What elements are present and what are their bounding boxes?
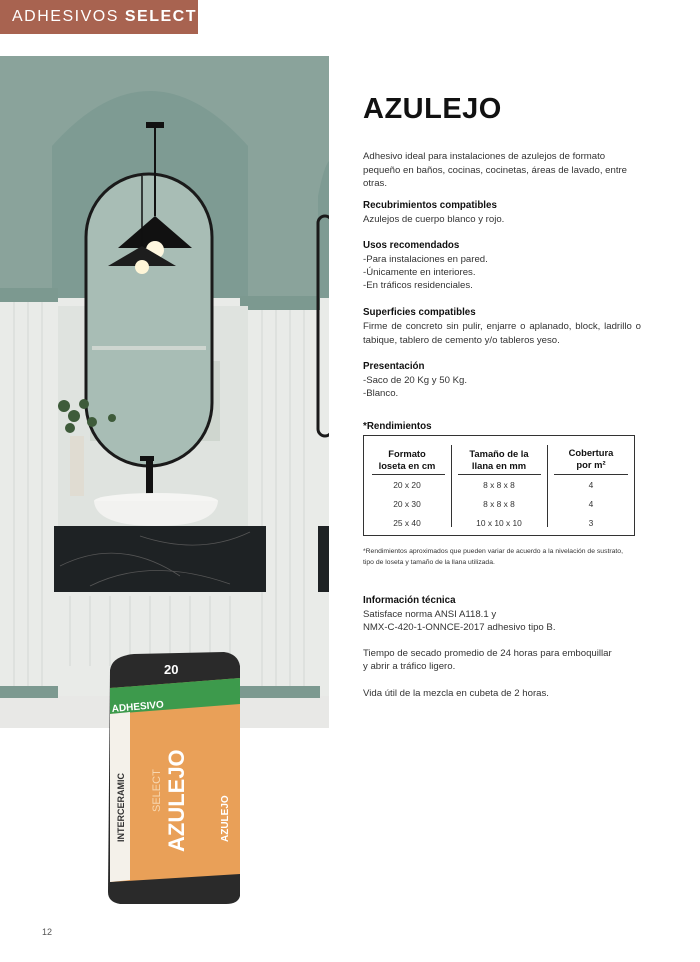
secado-line: Tiempo de secado promedio de 24 horas para emboquillar [363,648,612,659]
table-header-llana: Tamaño de la llana en mm [469,448,529,471]
bag-brand: INTERCERAMIC [116,773,126,842]
bag-name: AZULEJO [164,749,189,852]
superficies-text: Firme de concreto sin pulir, enjarre o aplanado, block, ladrillo o tabique, tablero de cemento y/o tableros yeso. [363,321,641,346]
table-cell: 10 x 10 x 10 [476,518,522,528]
usos-line: -Para instalaciones en pared. [363,254,488,265]
table-cell: 4 [588,480,594,490]
table-cell: 3 [588,518,594,528]
header-bold-text: SELECT [124,8,197,25]
bag-weight: 20 [164,662,179,677]
table-header-rule [458,474,541,475]
rendimientos-note: *Rendimientos aproximados que pueden variar de acuerdo a la nivelación de sustrato, tipo de loseta y tamaño de la llana utilizada. [363,548,623,566]
rendimientos-heading: *Rendimientos [363,421,432,432]
product-bag-image [104,652,242,906]
table-header-formato: Formato loseta en cm [378,448,436,471]
norma-line: NMX-C-420-1-ONNCE-2017 adhesivo tipo B. [363,622,556,633]
table-cell: 8 x 8 x 8 [483,480,515,490]
bathroom-photo [0,56,329,728]
table-header-rule [554,474,628,475]
vida-util-text: Vida útil de la mezcla en cubeta de 2 horas. [363,688,549,699]
table-header-cobertura: Cobertura por m² [568,447,614,470]
bag-name-side: AZULEJO [220,795,231,842]
rendimientos-table [363,435,635,536]
usos-line: -En tráficos residenciales. [363,280,473,291]
usos-heading: Usos recomendados [363,240,460,251]
page-title: AZULEJO [363,93,502,125]
presentacion-line: -Blanco. [363,388,399,399]
table-cell: 25 x 40 [393,518,421,528]
norma-line: Satisface norma ANSI A118.1 y [363,609,497,620]
page-number: 12 [42,927,53,937]
table-cell: 20 x 20 [393,480,421,490]
table-cell: 20 x 30 [393,499,421,509]
superficies-heading: Superficies compatibles [363,307,476,318]
intro-text: Adhesivo ideal para instalaciones de azulejos de formato pequeño en baños, cocinas, cocinetas, áreas de lavado, entre otras. [363,151,628,189]
recubrimientos-text: Azulejos de cuerpo blanco y rojo. [363,214,505,225]
section-header-band [0,0,198,34]
table-cell: 4 [588,499,594,509]
presentacion-heading: Presentación [363,361,425,372]
info-tecnica-heading: Información técnica [363,595,456,606]
bag-line: SELECT [151,769,163,812]
header-light-text: ADHESIVOS [12,8,119,25]
bag-band-text: ADHESIVO [111,699,165,715]
table-header-rule [372,474,445,475]
presentacion-line: -Saco de 20 Kg y 50 Kg. [363,375,467,386]
table-cell: 8 x 8 x 8 [483,499,515,509]
usos-line: -Únicamente en interiores. [363,267,476,278]
secado-line: y abrir a tráfico ligero. [363,661,456,672]
table-column-divider [451,445,452,527]
recubrimientos-heading: Recubrimientos compatibles [363,200,497,211]
